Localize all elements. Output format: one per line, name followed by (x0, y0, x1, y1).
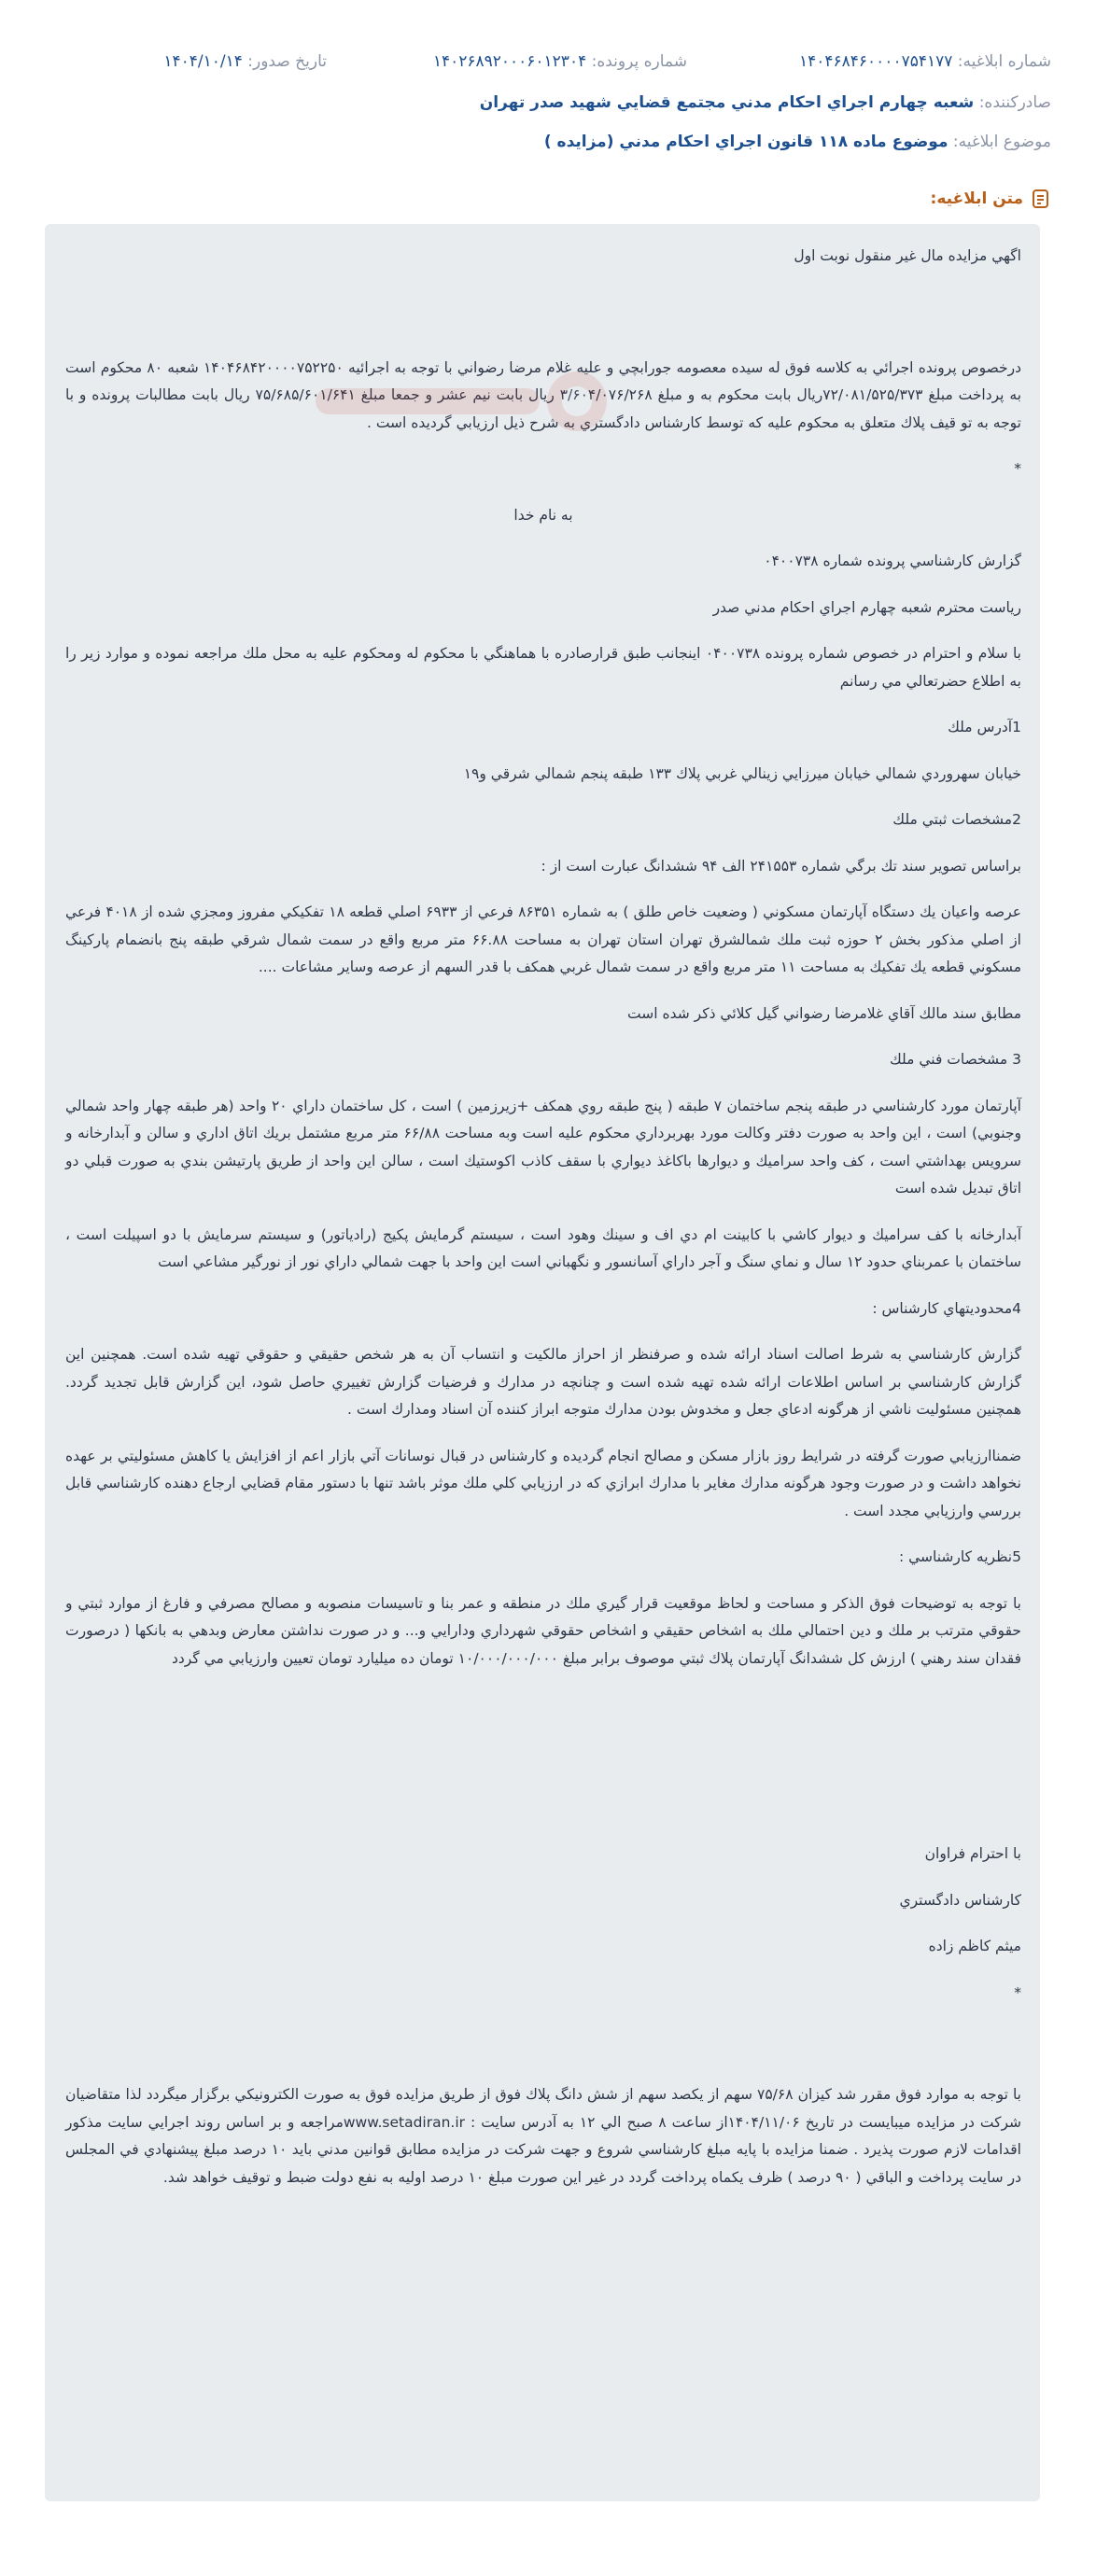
notice-body-text (65, 243, 1021, 2191)
issue-date-label: تاريخ صدور: (247, 52, 327, 71)
body-paragraph: با توجه به موارد فوق مقرر شد كيزان ۷۵/۶۸ سهم از يكصد سهم از شش دانگ پلاك فوق از طريق مزايده فوق به صورت الكترونيكي برگزار ميگردد لذا متقاضيان شركت در مزايده ميبايست در تاريخ ۱۴۰۴/۱۱/۰۶از ساعت ۸ صبح الي ۱۲ به آدرس سايت : www.setadiran.irمراجعه و بر اساس روند اجرايي سايت مذكور اقدامات لازم صورت پذيرد . ضمنا مزايده با پايه مبلغ كارشناسي شروع و جهت شركت در مزايده مطابق قوانين مدني بايد ۱۰ درصد مبلغ پيشنهادي في المجلس در سايت پرداخت و الباقي ( ۹۰ درصد ) ظرف يكماه پرداخت گردد در غير اين صورت مبلغ ۱۰ درصد اوليه به نفع دولت ضبط و توقيف خواهد شد. (65, 2086, 1022, 2186)
body-paragraph: 1آدرس ملك (948, 719, 1021, 735)
body-paragraph: عرصه واعيان يك دستگاه آپارتمان مسكوني ( وضعيت خاص طلق ) به شماره ۸۶۳۵۱ فرعي از ۶۹۳۳ اصلي قطعه ۱۸ تفكيكي مفروز ومجزي شده از ۴۰۱۸ فرعي از اصلي مذكور بخش ۲ حوزه ثبت ملك شمالشرق تهران استان تهران به مساحت ۶۶.۸۸ متر مربع واقع در سمت شمال شرقي طبقه پنج بانضمام پاركينگ مسكوني قطعه يك تفكيك به مساحت ۱۱ متر مربع واقع در سمت شمال غربي همكف با قدر السهم از عرصه وساير مشاعات .... (65, 903, 1021, 975)
body-paragraph: 3 مشخصات فني ملك (889, 1051, 1021, 1068)
body-paragraph: * (1014, 1983, 1021, 2001)
notice-number-value: ۱۴۰۴۶۸۴۶۰۰۰۰۷۵۴۱۷۷ (799, 52, 953, 71)
body-paragraph: ميثم كاظم زاده (928, 1938, 1021, 1954)
case-number-label: شماره پرونده: (591, 52, 687, 71)
notice-subject (544, 133, 1051, 151)
subject-label: موضوع ابلاغيه: (952, 133, 1051, 151)
body-paragraph: با سلام و احترام در خصوص شماره پرونده ۰۴۰۰۷۳۸ اينجانب طبق قرارصادره با هماهنگي با محكوم له ومحكوم عليه به محل ملك مراجعه نموده و موارد زير را به اطلاع حضرتعالي مي رسانم (65, 645, 1021, 690)
body-paragraph: آپارتمان مورد كارشناسي در طبقه پنجم ساختمان ۷ طبقه ( پنج طبقه روي همكف +زيرزمين ) است ، كل ساختمان داراي ۲۰ واحد (هر طبقه چهار واحد شمالي وجنوبي) است ، اين واحد به صورت دفتر وكالت مورد بهربرداري محكوم عليه است وبه مساحت ۶۶/۸۸ متر مربع مشتمل بريك اتاق اداري و سالن و آبدارخانه و سرويس بهداشتي است ، كف واحد سراميك و ديوارها باكاغذ ديواري با سقف كاذب اكوستيك است ، سالن اين واحد از طريق پارتيشن بندي به صورت قبلي دو اتاق تبديل شده است (65, 1097, 1021, 1197)
case-number-value: ۱۴۰۲۶۸۹۲۰۰۰۶۰۱۲۳۰۴ (432, 52, 587, 71)
body-paragraph: خيابان سهروردي شمالي خيابان ميرزايي زينالي غربي پلاك ۱۳۳ طبقه پنجم شمالي شرقي و۱۹ (463, 764, 1021, 782)
document-icon (1031, 189, 1051, 209)
body-paragraph: آبدارخانه با كف سراميك و ديوار كاشي با كابينت ام دي اف و سينك وهود است ، سيستم گرمايش پكيج (رادياتور) و سيستم سرمايش با دو اسپيلت است ، ساختمان با عمربناي حدود ۱۲ سال و نماي سنگ و آجر داراي آسانسور و نگهباني است اين واحد با جهت شمالي داراي نور از نورگير مشاعي است (65, 1225, 1021, 1270)
case-number (433, 52, 687, 71)
issuer (480, 93, 1051, 112)
body-paragraph: گزارش كارشناسي به شرط اصالت اسناد ارائه شده و صرفنظر از احراز مالكيت و انتساب آن به هر شخص حقيقي و حقوقي تهيه شده است. همچنين اين گزارش كارشناسي بر اساس اطلاعات ارائه شده تهيه شده است و چنانچه در مدارك و فرضيات گزارش تغييري حاصل شود، اين گزارش قابل تجديد گردد. همچنين مسئوليت ناشي از هرگونه ادعاي جعل و مخدوش بودن مدارك متوجه ابراز كننده آن اسناد ومدارك است . (65, 1346, 1021, 1418)
subject-value: موضوع ماده ۱۱۸ قانون اجراي احكام مدني (مزايده ) (543, 133, 948, 151)
issuer-value: شعبه چهارم اجراي احكام مدني مجتمع قضايي شهيد صدر تهران (479, 93, 975, 112)
body-paragraph: به نام خدا (513, 506, 573, 524)
body-paragraph: كارشناس دادگستري (899, 1891, 1021, 1909)
body-paragraph: ضمناارزيابي صورت گرفته در شرايط روز بازار مسكن و مصالح انجام گرديده و كارشناس در قبال نوسانات آتي بازار اعم از افزايش يا كاهش مسئوليتي بر عهده نخواهد داشت و در صورت وجود هرگونه مدارك مغاير با مدارك ابرازي كه در ارزيابي كلي ملك موثر باشد تنها با دستور مقام قضايي ارجاع دهنده كارشناسي قابل بررسي وارزيابي مجدد است . (65, 1447, 1021, 1519)
issue-date (163, 52, 327, 71)
body-paragraph: براساس تصوير سند تك برگي شماره ۲۴۱۵۵۳ الف ۹۴ ششدانگ عبارت است از : (541, 857, 1021, 875)
notice-number-label: شماره ابلاغيه: (957, 52, 1051, 71)
notice-meta-row (45, 52, 1051, 80)
body-paragraph: با احترام فراوان (924, 1845, 1021, 1862)
notice-body-box (45, 224, 1040, 2501)
issue-date-value: ۱۴۰۴/۱۰/۱۴ (163, 52, 243, 71)
notice-number (799, 52, 1051, 71)
body-paragraph: 4محدوديتهاي كارشناس : (872, 1299, 1021, 1317)
body-paragraph: 2مشخصات ثبتي ملك (892, 811, 1021, 828)
body-paragraph: 5نظريه كارشناسي : (898, 1548, 1021, 1565)
issuer-label: صادرکننده: (978, 93, 1051, 112)
body-paragraph: گزارش كارشناسي پرونده شماره ۰۴۰۰۷۳۸ (764, 553, 1021, 569)
body-paragraph: * (1014, 460, 1021, 477)
body-paragraph: رياست محترم شعبه چهارم اجراي احكام مدني صدر (712, 598, 1021, 616)
body-paragraph: درخصوص پرونده اجرائي به كلاسه فوق له سيده معصومه جورابچي و عليه غلام مرضا رضواني با توجه به اجرائيه ۱۴۰۴۶۸۴۲۰۰۰۰۷۵۲۲۵۰ شعبه ۸۰ محكوم است به پرداخت مبلغ ۷۲/۰۸۱/۵۲۵/۳۷۳ريال بابت محكوم به و مبلغ ۳/۶۰۴/۰۷۶/۲۶۸ ريال بابت نيم عشر و جمعا مبلغ ۷۵/۶۸۵/۶۰۱/۶۴۱ ريال بابت مطالبات پرونده و با توجه به تو قيف پلاك متعلق به محكوم عليه كه توسط كارشناس دادگستري به شرح ذيل ارزيابي گرديده است . (65, 358, 1022, 431)
notice-text-title: متن ابلاغيه: (930, 189, 1023, 208)
body-paragraph: اگهي مزايده مال غير منقول نوبت اول (794, 247, 1021, 264)
body-paragraph: مطابق سند مالك آقاي غلامرضا رضواني گيل كلائي ذكر شده است (627, 1004, 1021, 1022)
notice-text-heading (931, 187, 1051, 211)
body-paragraph: با توجه به توضيحات فوق الذكر و مساحت و لحاظ موقعيت قرار گيري ملك در منطقه و عمر بنا و تاسيسات منصوبه و مصالح مصرفي و فارغ از موارد ثبتي و حقوقي مترتب بر ملك و دين احتمالي ملك به اشخاص حقيقي و اشخاص حقوقي شهرداري ودارايي و... و در صورت نداشتن معارض وبدهي به بانكها ( درصورت فقدان سند رهني ) ارزش كل ششدانگ آپارتمان پلاك ثبتي موصوف برابر مبلغ ۱۰/۰۰۰/۰۰۰/۰۰۰ تومان ده ميليارد تومان تعيين وارزيابي مي گردد (65, 1594, 1021, 1667)
